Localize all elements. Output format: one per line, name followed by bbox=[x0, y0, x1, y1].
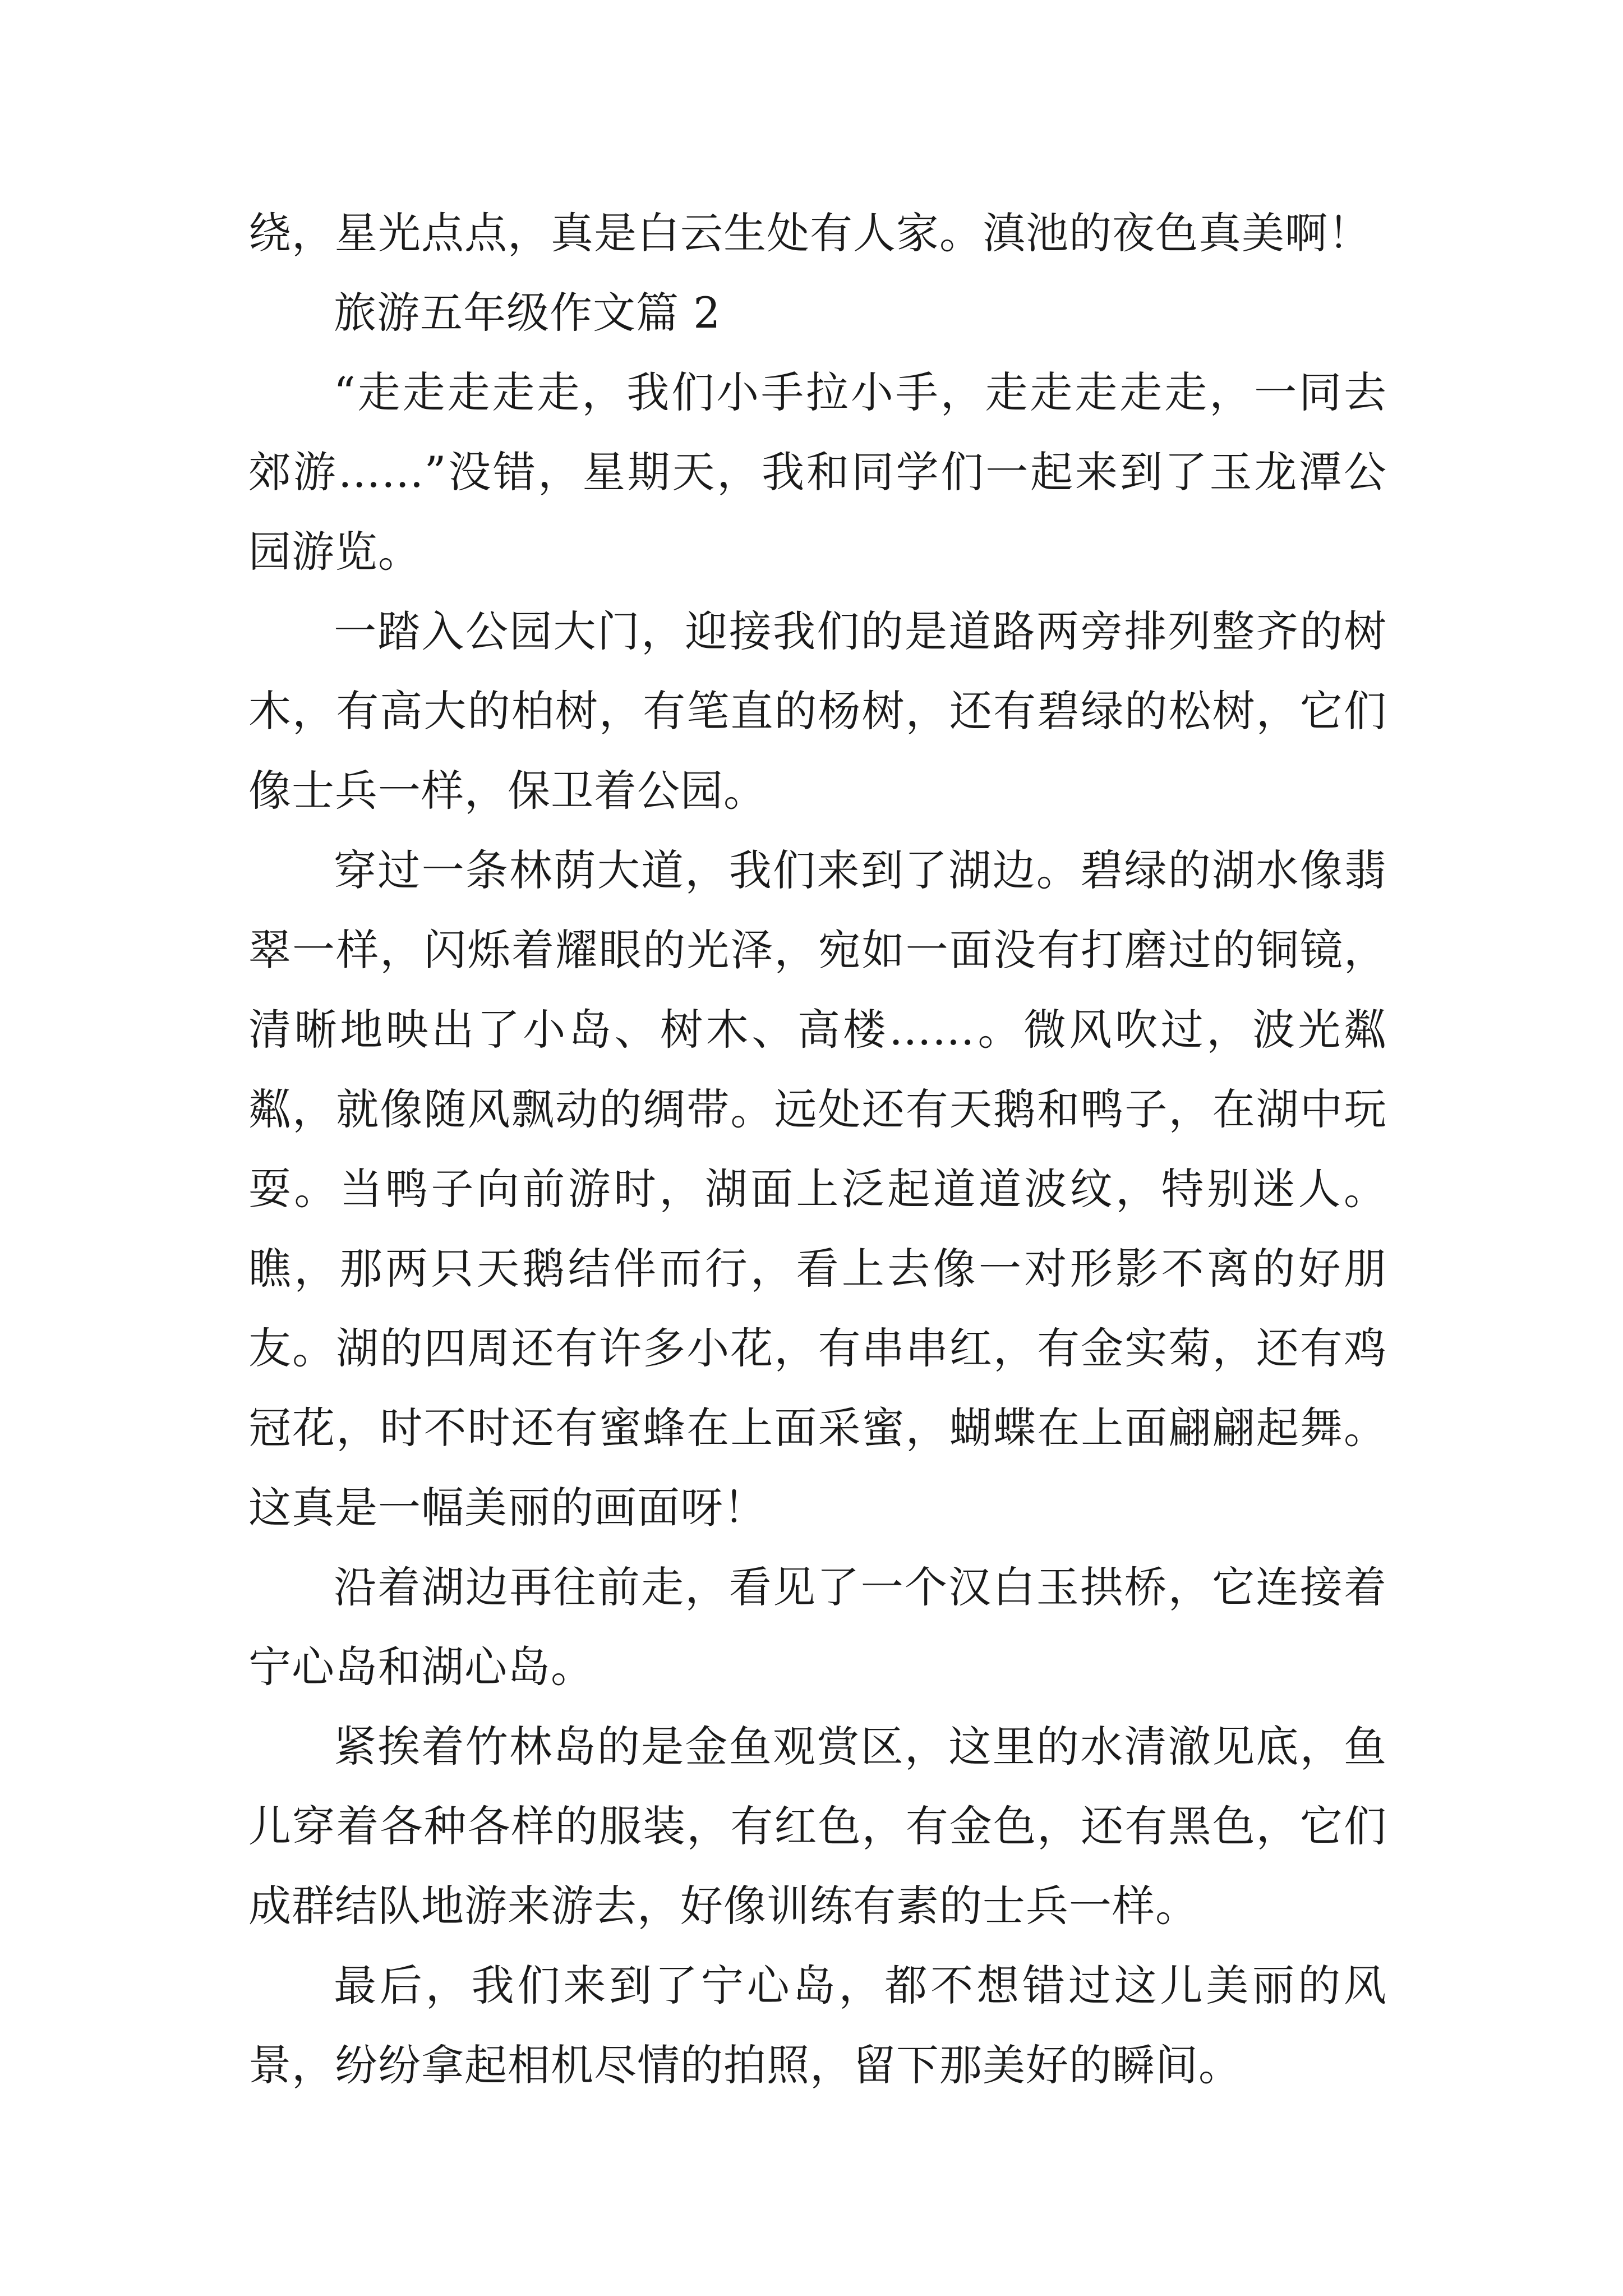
paragraph-5: 紧挨着竹林岛的是金鱼观赏区，这里的水清澈见底，鱼儿穿着各种各样的服装，有红色，有金色，还有黑色，它们成群结队地游来游去，好像训练有素的士兵一样。 bbox=[248, 1722, 1387, 1931]
paragraph-3: 穿过一条林荫大道，我们来到了湖边。碧绿的湖水像翡翠一样，闪烁着耀眼的光泽，宛如一面没有打磨过的铜镜，清晰地映出了小岛、树木、高楼……。微风吹过，波光粼粼，就像随风飘动的绸带。远处还有天鹅和鸭子，在湖中玩耍。当鸭子向前游时，湖面上泛起道道波纹，特别迷人。瞧，那两只天鹅结伴而行，看上去像一对形影不离的好朋友。湖的四周还有许多小花，有串串红，有金实菊，还有鸡冠花，时不时还有蜜蜂在上面采蜜，蝴蝶在上面翩翩起舞。这真是一幅美丽的画面呀！ bbox=[248, 845, 1387, 1533]
paragraph-1: “走走走走走，我们小手拉小手，走走走走走，一同去郊游……”没错，星期天，我和同学们一起来到了玉龙潭公园游览。 bbox=[248, 367, 1387, 577]
paragraph-2: 一踏入公园大门，迎接我们的是道路两旁排列整齐的树木，有高大的柏树，有笔直的杨树，还有碧绿的松树，它们像士兵一样，保卫着公园。 bbox=[248, 606, 1387, 816]
section-title: 旅游五年级作文篇 2 bbox=[334, 288, 721, 338]
paragraph-6: 最后，我们来到了宁心岛，都不想错过这儿美丽的风景，纷纷拿起相机尽情的拍照，留下那美好的瞬间。 bbox=[248, 1961, 1387, 2090]
document-body bbox=[248, 194, 1387, 2105]
continued-paragraph: 绕，星光点点，真是白云生处有人家。滇池的夜色真美啊！ bbox=[248, 208, 1371, 258]
paragraph-4: 沿着湖边再往前走，看见了一个汉白玉拱桥，它连接着宁心岛和湖心岛。 bbox=[248, 1562, 1387, 1692]
